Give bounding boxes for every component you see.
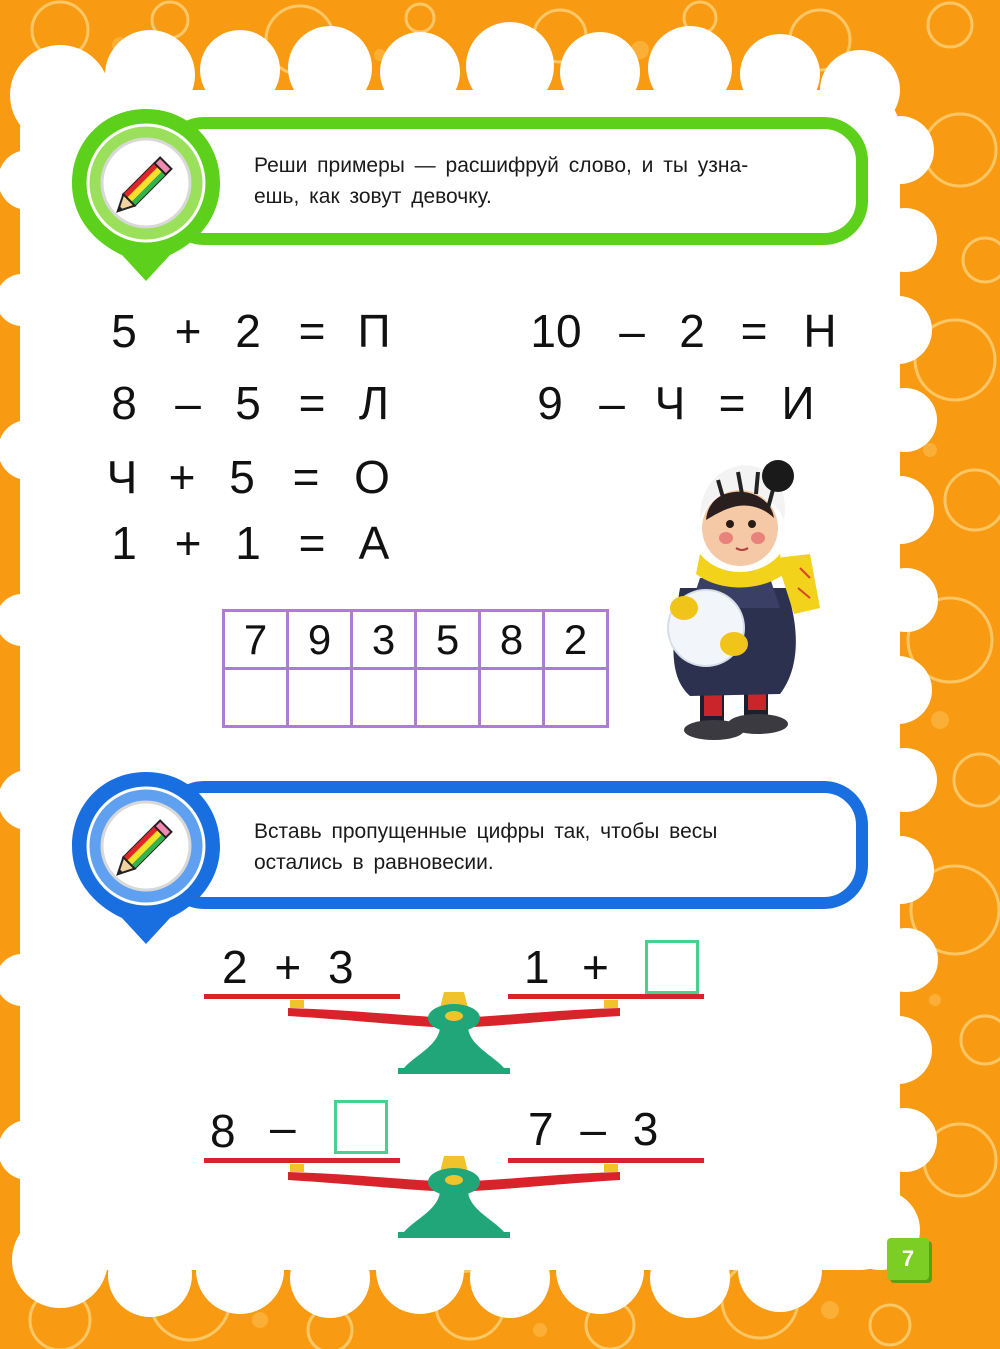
code-digit-cell: 9 [288, 611, 352, 669]
task2-line2: остались в равновесии. [254, 851, 494, 874]
code-answer-cell[interactable] [544, 669, 608, 727]
task1-instruction [254, 150, 826, 212]
page-number: 7 [887, 1238, 929, 1280]
scale2-answer-box[interactable] [334, 1100, 388, 1154]
equation-row: 10 – 2 = Н [530, 305, 837, 357]
code-table [222, 609, 609, 728]
scale1-left-expression: 2 + 3 [222, 941, 354, 993]
task1-line1: Реши примеры — расшифруй слово, и ты узна- [254, 154, 749, 177]
task2-instruction [254, 816, 826, 878]
equation-row: 9 – Ч = И [537, 377, 815, 429]
code-answer-cell[interactable] [416, 669, 480, 727]
scale2-left-a: 8 [210, 1105, 236, 1157]
code-answer-cell[interactable] [480, 669, 544, 727]
scale2-right-expression: 7 – 3 [528, 1103, 659, 1155]
equation-row: Ч + 5 = О [106, 451, 390, 503]
code-answer-cell[interactable] [352, 669, 416, 727]
code-digit-cell: 7 [224, 611, 288, 669]
scale1-balance [204, 990, 704, 1080]
task1-pencil-badge [66, 105, 226, 283]
code-answer-cell[interactable] [224, 669, 288, 727]
task1-line2: ешь, как зовут девочку. [254, 185, 492, 208]
code-digit-cell: 5 [416, 611, 480, 669]
scale2-left-op: – [270, 1101, 296, 1153]
scale1-right-a: 1 [524, 941, 550, 993]
equation-row: 8 – 5 = Л [111, 377, 390, 429]
code-answer-cell[interactable] [288, 669, 352, 727]
code-digits-row [224, 611, 608, 669]
equation-row: 1 + 1 = А [111, 517, 390, 569]
equation-row: 5 + 2 = П [111, 305, 391, 357]
code-digit-cell: 2 [544, 611, 608, 669]
scale2-balance [204, 1154, 704, 1244]
task2-line1: Вставь пропущенные цифры так, чтобы весы [254, 820, 718, 843]
task2-pencil-badge [66, 768, 226, 946]
scale1-answer-box[interactable] [645, 940, 699, 994]
scale1-right-op: + [582, 941, 609, 993]
code-digit-cell: 8 [480, 611, 544, 669]
girl-illustration [660, 458, 830, 748]
code-answers-row [224, 669, 608, 727]
code-digit-cell: 3 [352, 611, 416, 669]
